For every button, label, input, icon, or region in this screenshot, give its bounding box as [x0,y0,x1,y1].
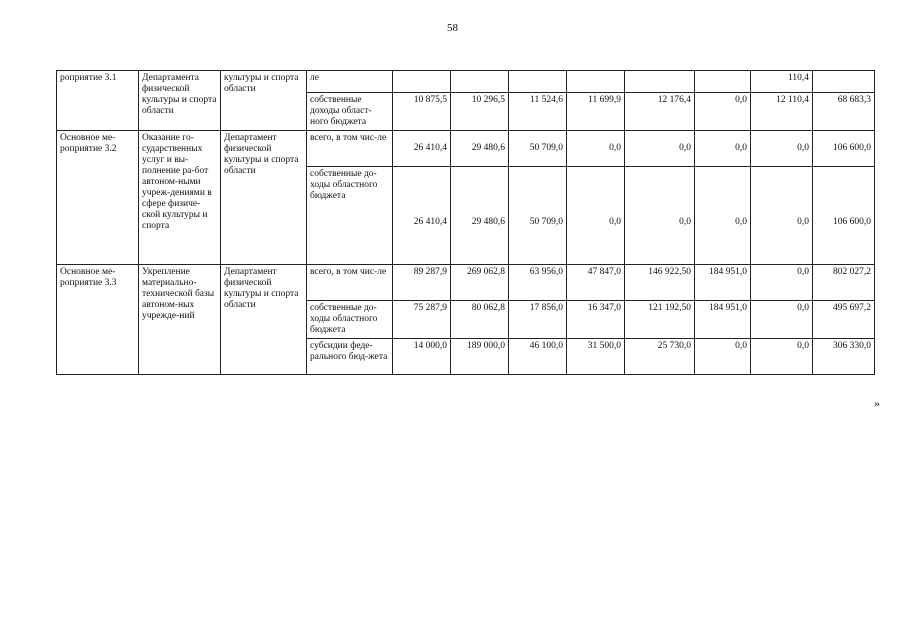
value-cell: 184 951,0 [695,265,751,301]
value-cell: 80 062,8 [451,301,509,339]
value-cell: 46 100,0 [509,339,567,375]
executor-cell: Департамент физической культуры и спорта области [221,265,307,375]
value-cell: 189 000,0 [451,339,509,375]
closing-quote: » [874,396,880,410]
funding-source-cell: всего, в том чис-ле [307,265,393,301]
description-cell: Департамента физической культуры и спорта области [139,71,221,131]
value-cell: 75 287,9 [393,301,451,339]
value-cell: 25 730,0 [625,339,695,375]
value-cell: 0,0 [695,167,751,265]
value-cell: 0,0 [695,93,751,131]
table-row [57,265,875,301]
description-cell: Оказание го-сударственных услуг и вы-полнение ра-бот автоном-ными учреж-дениями в сфере физиче-ской культуры и спорта [139,131,221,265]
value-cell: 184 951,0 [695,301,751,339]
funding-source-cell: собственные до-ходы областного бюджета [307,301,393,339]
value-cell: 110,4 [751,71,813,93]
value-cell: 14 000,0 [393,339,451,375]
total-cell: 802 027,2 [813,265,875,301]
total-cell [813,71,875,93]
value-cell: 12 176,4 [625,93,695,131]
table-row [57,131,875,167]
value-cell: 16 347,0 [567,301,625,339]
value-cell: 121 192,50 [625,301,695,339]
page-number: 58 [447,22,458,34]
value-cell [451,71,509,93]
value-cell [567,71,625,93]
value-cell: 269 062,8 [451,265,509,301]
value-cell: 0,0 [695,131,751,167]
value-cell: 0,0 [751,131,813,167]
value-cell: 0,0 [625,167,695,265]
value-cell [393,71,451,93]
value-cell: 50 709,0 [509,167,567,265]
value-cell: 50 709,0 [509,131,567,167]
funding-source-cell: ле [307,71,393,93]
activity-cell: роприятие 3.1 [57,71,139,131]
value-cell: 11 699,9 [567,93,625,131]
total-cell: 106 600,0 [813,167,875,265]
value-cell: 0,0 [567,167,625,265]
value-cell: 0,0 [567,131,625,167]
total-cell: 495 697,2 [813,301,875,339]
value-cell: 0,0 [695,339,751,375]
value-cell [625,71,695,93]
value-cell: 29 480,6 [451,167,509,265]
executor-cell: культуры и спорта области [221,71,307,131]
value-cell [509,71,567,93]
value-cell: 26 410,4 [393,131,451,167]
value-cell: 0,0 [751,265,813,301]
value-cell: 0,0 [751,339,813,375]
value-cell: 63 956,0 [509,265,567,301]
funding-source-cell: субсидии феде-рального бюд-жета [307,339,393,375]
value-cell: 0,0 [751,301,813,339]
value-cell: 17 856,0 [509,301,567,339]
value-cell: 12 110,4 [751,93,813,131]
value-cell: 146 922,50 [625,265,695,301]
value-cell: 31 500,0 [567,339,625,375]
value-cell: 0,0 [625,131,695,167]
value-cell: 0,0 [751,167,813,265]
value-cell: 26 410,4 [393,167,451,265]
table-row [57,71,875,93]
funding-source-cell: всего, в том чис-ле [307,131,393,167]
budget-table [56,70,875,375]
description-cell: Укрепление материально-технической базы автоном-ных учрежде-ний [139,265,221,375]
total-cell: 106 600,0 [813,131,875,167]
value-cell: 47 847,0 [567,265,625,301]
value-cell: 10 296,5 [451,93,509,131]
value-cell: 29 480,6 [451,131,509,167]
executor-cell: Департамент физической культуры и спорта области [221,131,307,265]
value-cell: 89 287,9 [393,265,451,301]
total-cell: 306 330,0 [813,339,875,375]
value-cell: 11 524,6 [509,93,567,131]
total-cell: 68 683,3 [813,93,875,131]
value-cell: 10 875,5 [393,93,451,131]
funding-source-cell: собственные доходы област-ного бюджета [307,93,393,131]
value-cell [695,71,751,93]
funding-source-cell: собственные до-ходы областного бюджета [307,167,393,265]
activity-cell: Основное ме-роприятие 3.3 [57,265,139,375]
activity-cell: Основное ме-роприятие 3.2 [57,131,139,265]
